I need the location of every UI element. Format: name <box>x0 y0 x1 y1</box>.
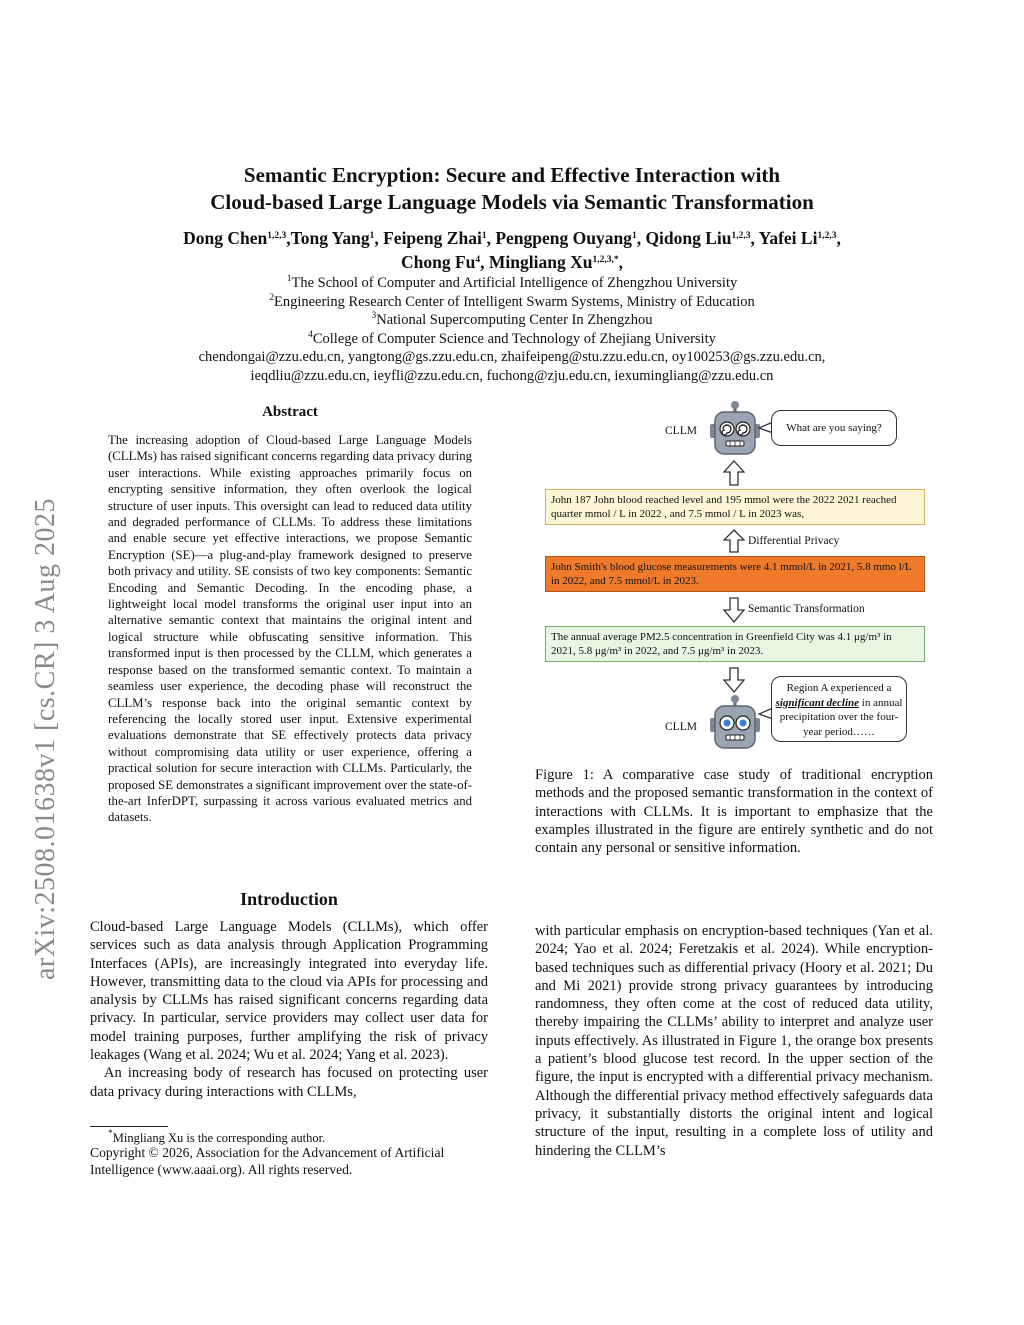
original-input-box: John Smith's blood glucose measurements were 4.1 mmol/L in 2021, 5.8 mmo l/L in 2022, and 7.5 mmol/L in 2023. <box>545 556 925 592</box>
author: Yafei Li <box>758 228 818 248</box>
arxiv-identifier: arXiv:2508.01638v1 [cs.CR] 3 Aug 2025 <box>30 497 61 980</box>
arrow-up-icon <box>723 460 745 486</box>
right-column-body: with particular emphasis on encryption-based techniques (Yan et al. 2024; Yao et al. 2024; Feretzakis et al. 2024). While encryption-based techniques such as differential privacy (Hoory et al. 2021; Du and Mi 2021) provide strong privacy guarantees by introducing randomness, they often come at the cost of reduced data utility, thereby impairing the CLLMs’ ability to interpret and analyze user inputs effectively. As illustrated in Figure 1, the orange box presents a patient’s blood glucose test record. In the upper section of the figure, the input is encrypted with a differential privacy mechanism. Although the differential privacy method effectively safeguards data privacy, it substantially distorts the original intent and logical structure of the input, resulting in a complete loss of utility and hindering the CLLM’s <box>535 923 933 1159</box>
title-line-2: Cloud-based Large Language Models via Semantic Transformation <box>210 190 814 214</box>
affiliation-3: $^3$National Supercomputing Center In Zhengzhou <box>371 311 653 328</box>
author: Chong Fu <box>401 252 476 272</box>
intro-paragraph-2: An increasing body of research has focused on protecting user data privacy during interactions with CLLMs, <box>90 1065 488 1100</box>
footnote-rule <box>90 1126 168 1127</box>
introduction-heading: Introduction <box>240 889 338 909</box>
author: Mingliang Xu <box>488 252 593 272</box>
intro-paragraph-1: Cloud-based Large Language Models (CLLMs), which offer services such as data analysis through Application Programming Interfaces (APIs), are increasingly integrated into everyday life. However, transmitting data to the cloud via APIs for processing and analysis by CLLMs has raised significant concerns regarding data privacy. In particular, service providers may collect user data for model training purposes, further amplifying the risk of privacy leakages (Wang et al. 2024; Wu et al. 2024; Yang et al. 2023). <box>90 919 488 1064</box>
affiliation-2: $^2$Engineering Research Center of Intelligent Swarm Systems, Ministry of Education <box>269 292 755 310</box>
author: Pengpeng Ouyang <box>495 228 632 248</box>
cllm-label-top: CLLM <box>665 425 697 437</box>
author: Feipeng Zhai <box>383 228 482 248</box>
introduction-body <box>90 918 488 1101</box>
happy-robot-icon <box>706 694 764 754</box>
abstract-text: The increasing adoption of Cloud-based Large Language Models (CLLMs) has raised significant concerns regarding data privacy during user interactions. While existing approaches primarily focus on encrypting sensitive information, they often overlook the logical structure of user inputs. This oversight can lead to reduced data utility and degraded performance of CLLMs. To address these limitations and enable secure yet effective interactions, we propose Semantic Encryption (SE)—a plug-and-play framework designed to preserve both privacy and utility. SE consists of two key components: Semantic Encoding and Semantic Decoding. In the encoding phase, a lightweight local model transforms the original user input into an alternative semantic context that maintains the original intent and logical structure while obfuscating sensitive information. This transformed input is then processed by the CLLM, which generates a response based on the transformed semantic context. To maintain a seamless user experience, the decoding phase will reconstruct the CLLM’s response back into the original semantic context by referencing the locally stored user input. Extensive experimental evaluations demonstrate that SE effectively protects data privacy without compromising data utility or user experience, offering a practical solution for secure interaction with CLLMs. Particularly, the proposed SE demonstrates a significant improvement over the state-of-the-art InferDPT, surpassing it across various evaluated metrics and datasets. <box>108 433 472 825</box>
affiliations <box>100 274 924 385</box>
author: Dong Chen <box>183 228 268 248</box>
confused-robot-icon <box>706 400 764 460</box>
affiliation-4: $^4$College of Computer Science and Technology of Zhejiang University <box>308 329 716 347</box>
arrow-down-icon <box>723 597 745 623</box>
copyright-notice: Copyright © 2026, Association for the Advancement of Artificial Intelligence (www.aaai.org). All rights reserved. <box>90 1145 445 1177</box>
dp-encrypted-text-box: John 187 John blood reached level and 195 mmol were the 2022 2021 reached quarter mmol / L in 2022 , and 7.5 mmol / L in 2023 was, <box>545 489 925 525</box>
arrow-down-icon <box>723 667 745 693</box>
abstract-heading: Abstract <box>262 404 318 420</box>
affiliation-1: $^1$The School of Computer and Artificial Intelligence of Zhengzhou University <box>286 274 738 291</box>
emphasis-text: significant decline <box>775 696 860 709</box>
speech-bubble-top: What are you saying? <box>771 410 897 446</box>
semantic-transformation-label: Semantic Transformation <box>748 603 865 615</box>
arrow-up-icon <box>723 529 745 553</box>
footnote: *Mingliang Xu is the corresponding author. <box>108 1129 326 1145</box>
author-list: Dong Chen$^{1,2,3}$,Tong Yang$^1$, Feipeng Zhai$^1$, Pengpeng Ouyang$^1$, Qidong Liu$^{1,2,3}$, Yafei Li$^{1,2,3}$, Chong Fu$^4$, Mingliang $Xu^{1,2,3,*}$, <box>183 228 841 272</box>
cllm-label-bottom: CLLM <box>665 721 697 733</box>
emails-line-2: ieqdliu@zzu.edu.cn, ieyfli@zzu.edu.cn, fuchong@zju.edu.cn, iexumingliang@zzu.edu.cn <box>250 367 774 384</box>
emails-line-1: chendongai@zzu.edu.cn, yangtong@gs.zzu.edu.cn, zhaifeipeng@stu.zzu.edu.cn, oy100253@gs.zzu.edu.cn, <box>198 349 826 365</box>
author: Qidong Liu <box>645 228 732 248</box>
transformed-text-box: The annual average PM2.5 concentration in Greenfield City was 4.1 μg/m³ in 2021, 5.8 μg/m³ in 2022, and 7.5 μg/m³ in 2023. <box>545 626 925 662</box>
title-line-1: Semantic Encryption: Secure and Effective Interaction with <box>243 163 781 187</box>
differential-privacy-label: Differential Privacy <box>748 535 840 547</box>
figure-caption: Figure 1: A comparative case study of traditional encryption methods and the proposed semantic transformation in the context of interactions with CLLMs. It is important to emphasize that the examples illustrated in the figure are entirely synthetic and do not contain any personal or sensitive information. <box>535 767 933 857</box>
author: Tong Yang <box>290 228 370 248</box>
speech-bubble-bottom: Region A experienced a significant decline in annual precipitation over the four-year period…… <box>771 676 907 742</box>
paper-title <box>100 162 924 216</box>
